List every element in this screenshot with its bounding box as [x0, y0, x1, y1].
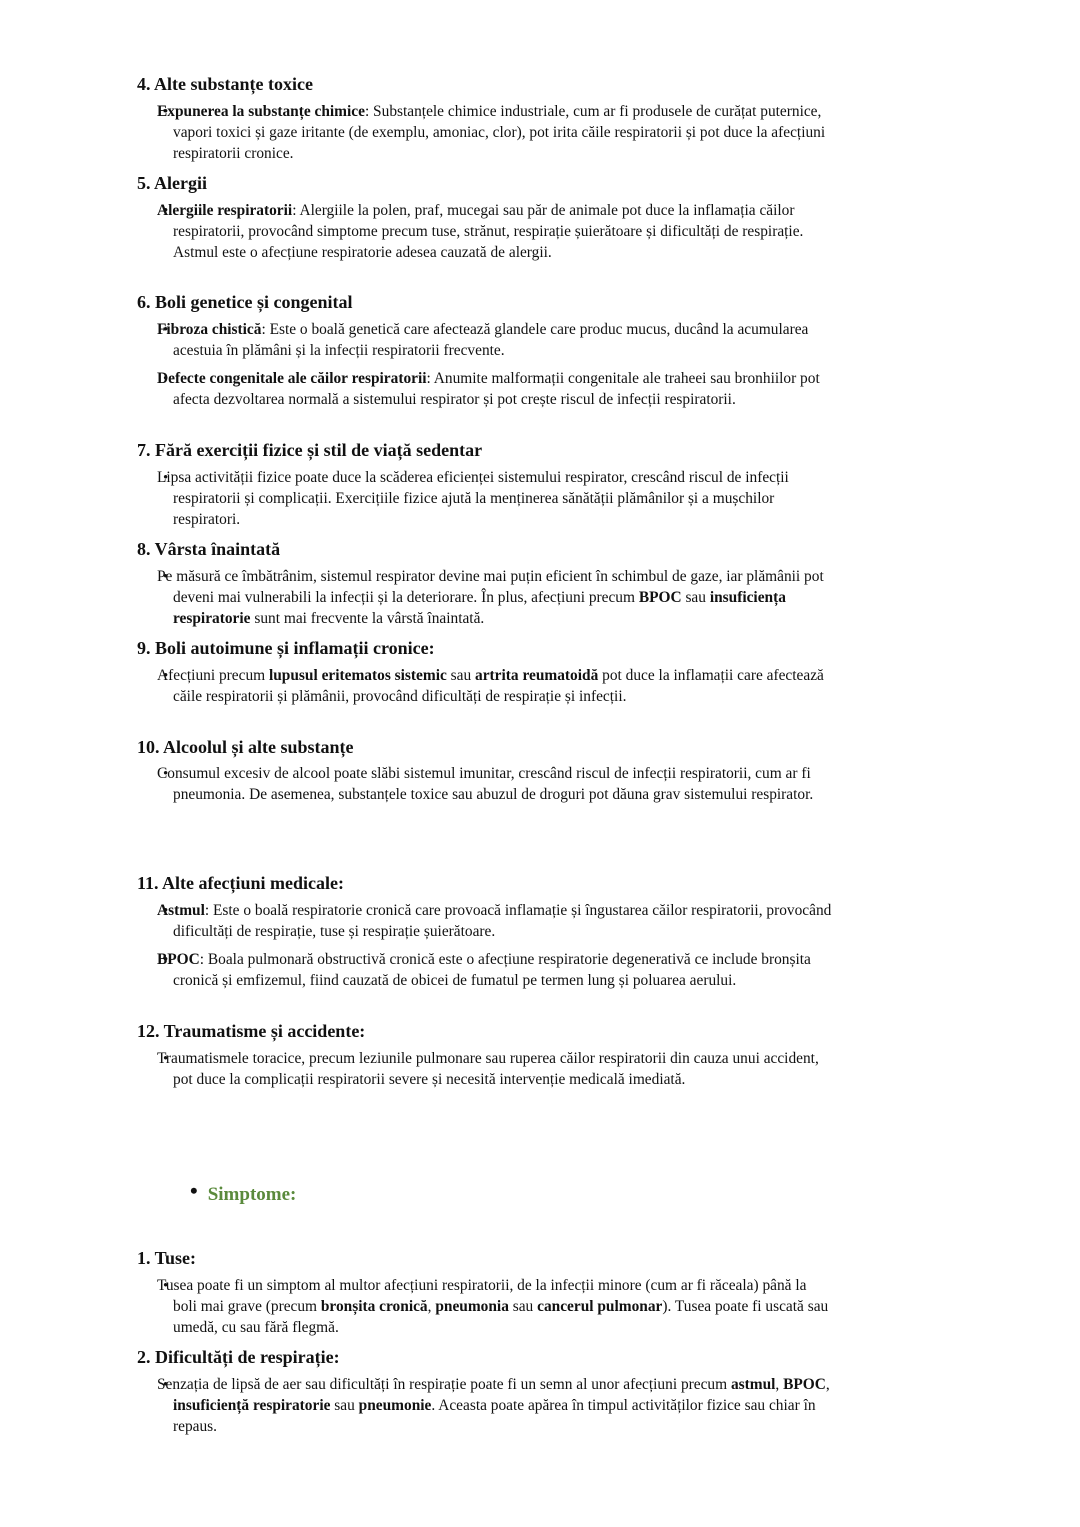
- bullet-text: sunt mai frecvente la vârstă înaintată.: [250, 609, 485, 627]
- bullet-text: Traumatismele toracice, precum leziunile pulmonare sau ruperea căilor respiratorii din cauza unui accident, pot duce la complicații respiratorii severe și necesită intervenție medicală imediată.: [157, 1050, 819, 1088]
- bullet-text: Lipsa activității fizice poate duce la scăderea eficienței sistemului respirator, crescând riscul de infecții respiratorii și complicații. Exercițiile fizice ajută la menținerea sănătății plămânilor și a mușchilor respiratori.: [157, 469, 789, 528]
- bullet-dot-icon: •: [190, 1178, 198, 1203]
- section-heading-6: 6. Boli genetice și congenital: [137, 292, 353, 312]
- bullet-term: pneumonie: [358, 1396, 432, 1414]
- symptom-heading-1: 1. Tuse:: [137, 1248, 197, 1268]
- bullet-term: Defecte congenitale ale căilor respiratorii: [157, 370, 427, 387]
- bullet-term: lupusul eritematos sistemic: [268, 667, 447, 684]
- bullet-text: : Substanțele chimice industriale, cum ar fi produsele de curățat puternice, vapori toxici și gaze iritante (de exemplu, amoniac, clor), pot irita căile respiratorii și pot duce la afecțiuni respiratorii cronice.: [173, 103, 826, 162]
- bullet-text: pot duce la inflamații care afectează căile respiratorii și plămânii, provocând dificultăți de respirație și infecții.: [173, 667, 824, 705]
- bullet-term: insuficiența respiratorie: [173, 588, 786, 627]
- section-heading-8: 8. Vârsta înaintată: [137, 539, 281, 559]
- bullet-text: : Alergiile la polen, praf, mucegai sau păr de animale pot duce la inflamația căilor respiratorii, provocând simptome precum tuse, strănut, respirație șuierătoare și dificultăți de respirație. Astmul este o afecțiune respiratorie adesea cauzată de alergii.: [173, 202, 804, 261]
- bullet-term: bronșita cronică: [320, 1297, 428, 1315]
- bullet-term: BPOC: [638, 588, 682, 606]
- bullet-text: : Este o boală respiratorie cronică care provoacă inflamație și îngustarea căilor respiratorii, provocând dificultăți de respirație, tuse și respirație șuierătoare.: [173, 902, 832, 940]
- bullet-text: ,: [825, 1376, 830, 1393]
- section-heading-10: 10. Alcoolul și alte substanțe: [137, 737, 354, 757]
- bullet-text: sau: [446, 667, 476, 684]
- bullet-text: ,: [427, 1297, 436, 1315]
- bullet-text: : Este o boală genetică care afectează glandele care produc mucus, ducând la acumularea acestuia în plămâni și la infecții respiratorii frecvente.: [173, 321, 809, 359]
- bullet-text: Consumul excesiv de alcool poate slăbi sistemul imunitar, crescând riscul de infecții respiratorii, cum ar fi pneumonia. De asemenea, substanțele toxice sau abuzul de droguri pot dăuna grav sistemului respirator.: [157, 765, 814, 803]
- bullet-term: astmul: [730, 1376, 776, 1393]
- bullet-term: artrita reumatoidă: [475, 667, 599, 684]
- bullet-text: ). Tusea poate fi uscată sau umedă, cu sau fără flegmă.: [173, 1297, 829, 1336]
- bullet-term: Expunerea la substanțe chimice: [157, 103, 365, 120]
- bullet-text: sau: [330, 1396, 359, 1414]
- bullet-term: Fibroza chistică: [157, 321, 262, 338]
- section-heading-11: 11. Alte afecțiuni medicale:: [137, 873, 344, 893]
- bullet-text: ,: [775, 1376, 784, 1393]
- bullet-term: insuficiență respiratorie: [173, 1396, 331, 1414]
- bullet-text: Pe măsură ce îmbătrânim, sistemul respirator devine mai puțin eficient în schimbul de gaze, iar plămânii pot deveni mai vulnerabili la infecții și la deteriorare. În plus, afecțiuni precum: [157, 568, 824, 606]
- bullet-text: Afecțiuni precum: [157, 667, 269, 684]
- bullet-text: Senzația de lipsă de aer sau dificultăți în respirație poate fi un semn al unor afecțiuni precum: [157, 1376, 731, 1393]
- bullet-text: sau: [508, 1297, 538, 1315]
- symptoms-heading: [190, 1180, 296, 1206]
- bullet-text: Tusea poate fi un simptom al multor afecțiuni respiratorii, de la infecții minore (cum ar fi răceala) până la boli mai grave (precum: [157, 1277, 807, 1315]
- section-heading-12: 12. Traumatisme și accidente:: [137, 1021, 366, 1041]
- bullet-term: BPOC: [157, 951, 200, 968]
- bullet-term: BPOC: [783, 1376, 826, 1393]
- bullet-text: sau: [681, 588, 710, 606]
- bullet-term: Alergiile respiratorii: [157, 202, 293, 219]
- bullet-text: : Anumite malformații congenitale ale traheei sau bronhiilor pot afecta dezvoltarea normală a sistemului respirator și pot crește riscul de infecții respiratorii.: [173, 370, 820, 408]
- bullet-term: cancerul pulmonar: [537, 1297, 663, 1315]
- bullet-term: Astmul: [157, 902, 205, 919]
- bullet-text: . Aceasta poate apărea în timpul activităților fizice sau chiar în repaus.: [173, 1396, 816, 1435]
- section-heading-4: 4. Alte substanțe toxice: [137, 74, 313, 94]
- symptoms-heading-label: Simptome:: [207, 1184, 297, 1205]
- symptom-heading-2: 2. Dificultăți de respirație:: [137, 1347, 340, 1367]
- bullet-term: pneumonia: [435, 1297, 509, 1315]
- bullet-text: : Boala pulmonară obstructivă cronică este o afecțiune respiratorie degenerativă ce include bronșita cronică și emfizemul, fiind cauzată de obicei de fumatul pe termen lung și poluarea aerului.: [173, 951, 811, 989]
- section-heading-7: 7. Fără exerciții fizice și stil de viață sedentar: [137, 440, 483, 460]
- section-heading-5: 5. Alergii: [137, 173, 207, 193]
- section-heading-9: 9. Boli autoimune și inflamații cronice:: [137, 638, 435, 658]
